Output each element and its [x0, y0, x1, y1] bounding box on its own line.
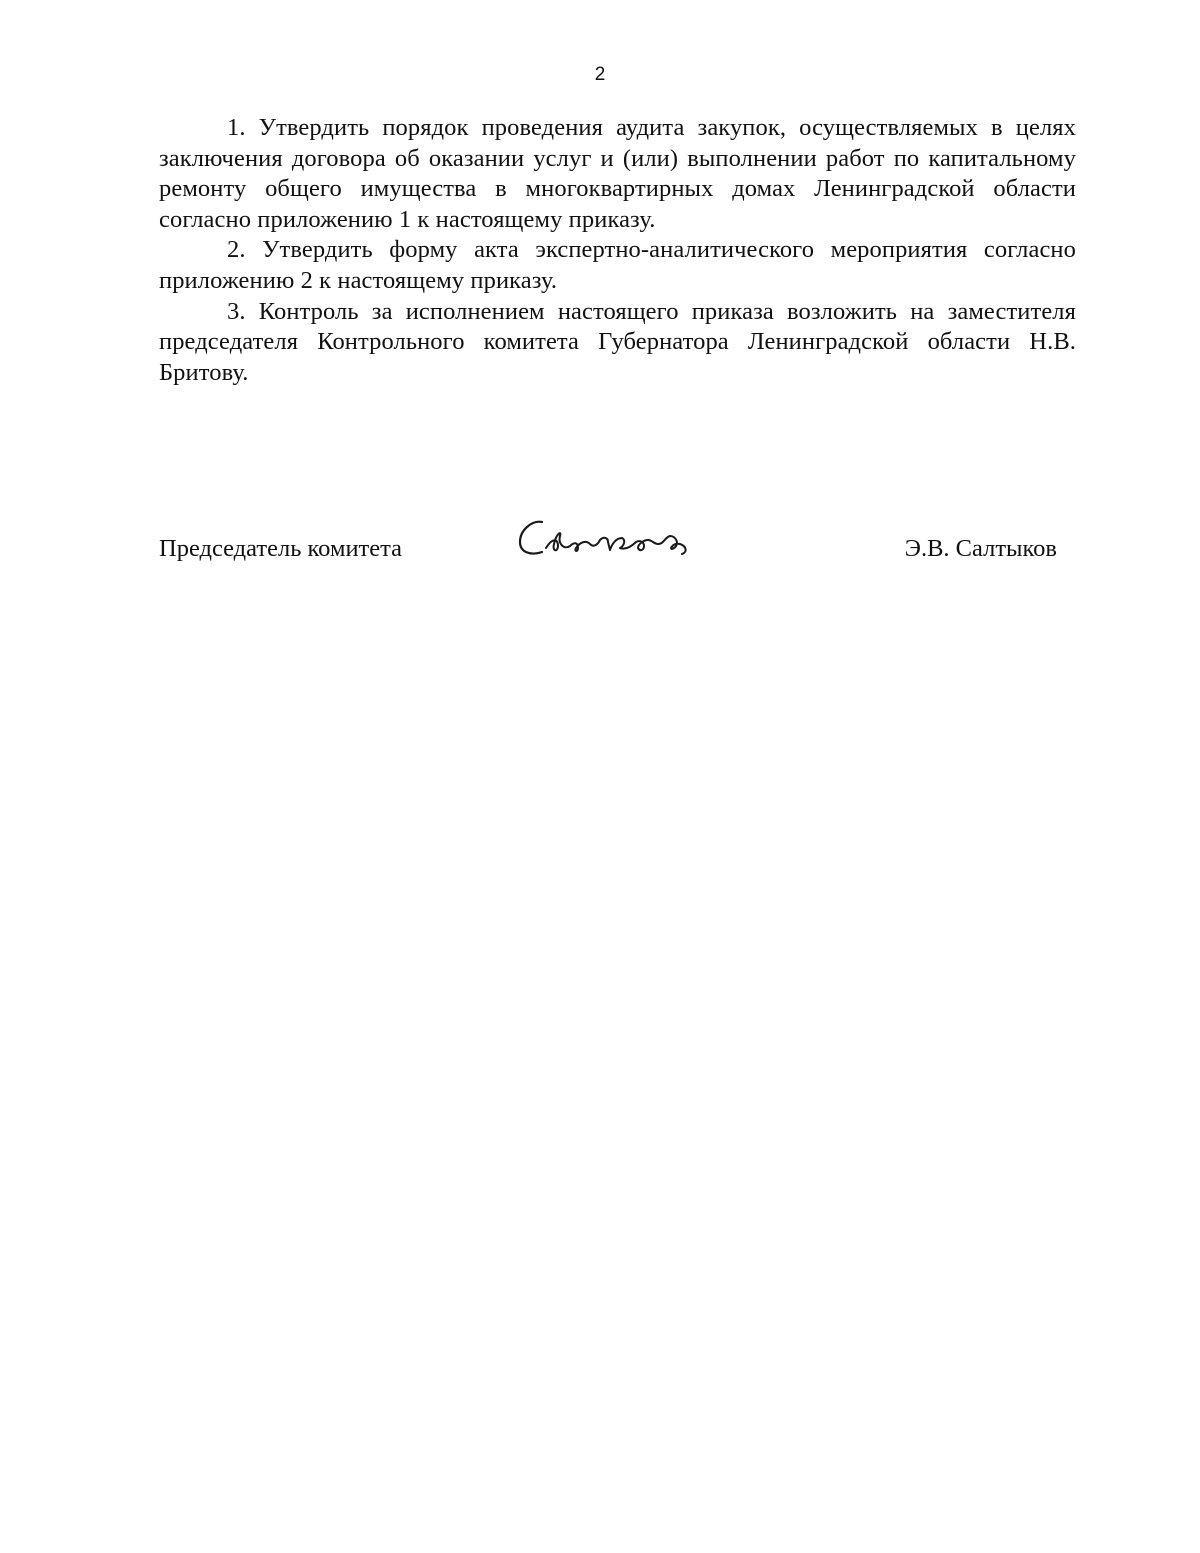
page-number: 2 [594, 64, 606, 85]
signatory-title: Председатель комитета [159, 535, 403, 562]
signature-block [159, 530, 1057, 580]
paragraph-1: 1. Утвердить порядок проведения аудита закупок, осуществляемых в целях заключения договора об оказании услуг и (или) выполнении работ по капитальному ремонту общего имущества в многоквартирных домах Ленинградской области согласно приложению 1 к настоящему приказу. [159, 114, 1076, 233]
signatory-name: Э.В. Салтыков [904, 535, 1057, 562]
handwritten-signature [514, 514, 704, 570]
paragraph-3: 3. Контроль за исполнением настоящего приказа возложить на заместителя председателя Контрольного комитета Губернатора Ленинградской области Н.В. Бритову. [159, 297, 1076, 386]
document-body [159, 113, 1076, 388]
paragraph-2: 2. Утвердить форму акта экспертно-аналитического мероприятия согласно приложению 2 к настоящему приказу. [159, 236, 1076, 294]
